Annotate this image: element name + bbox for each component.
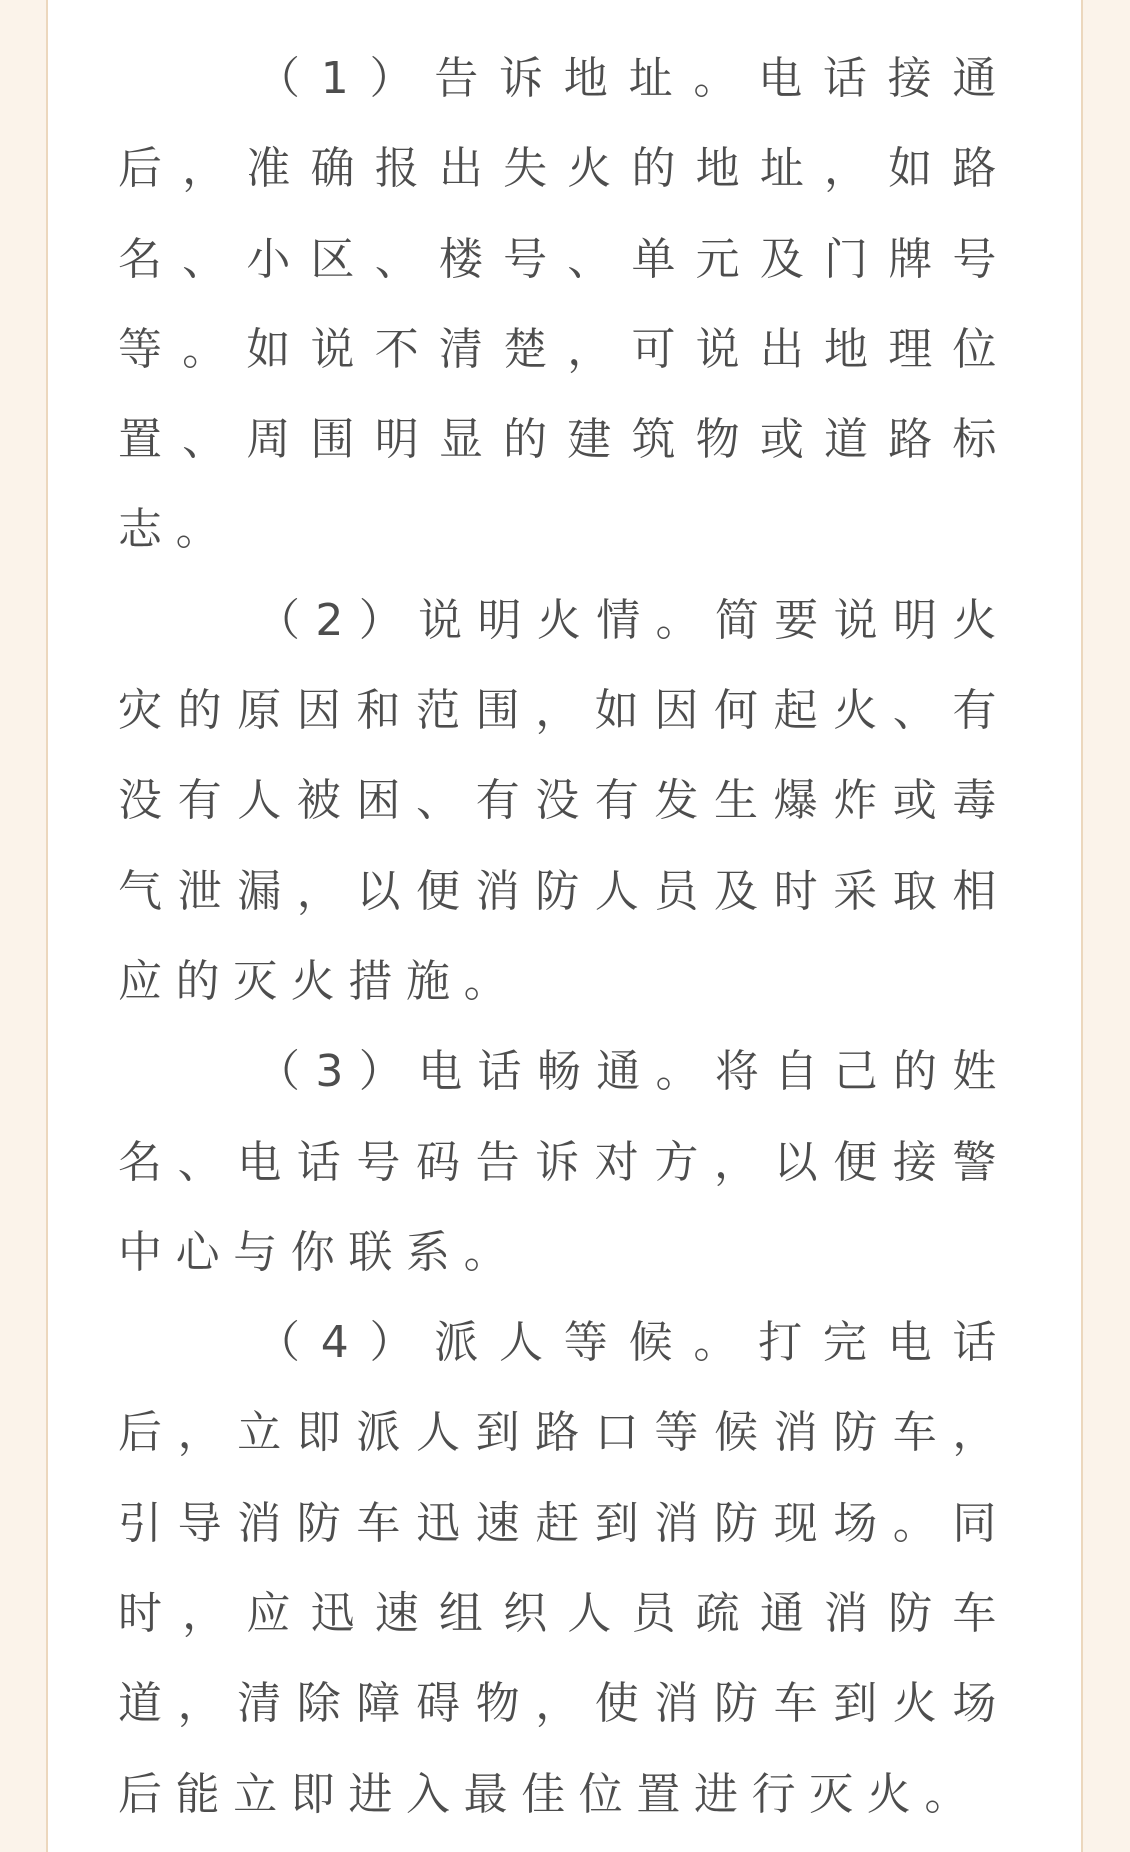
article-body: [118, 34, 1010, 1840]
paragraph-wait-for-truck: （4）派人等候。打完电话后，立即派人到路口等候消防车，引导消防车迅速赶到消防现场。同时，应迅速组织人员疏通消防车道，清除障碍物，使消防车到火场后能立即进入最佳位置进行灭火。: [118, 1317, 1010, 1820]
paragraph-phone-contact: （3）电话畅通。将自己的姓名、电话号码告诉对方，以便接警中心与你联系。: [118, 1046, 1010, 1278]
article-panel: [48, 0, 1081, 1852]
paragraph-address: （1）告诉地址。电话接通后，准确报出失火的地址，如路名、小区、楼号、单元及门牌号等。如说不清楚，可说出地理位置、周围明显的建筑物或道路标志。: [118, 53, 1010, 556]
right-border-line: [1081, 0, 1083, 1852]
paragraph-fire-situation: （2）说明火情。简要说明火灾的原因和范围，如因何起火、有没有人被困、有没有发生爆炸或毒气泄漏，以便消防人员及时采取相应的灭火措施。: [118, 594, 1010, 1007]
